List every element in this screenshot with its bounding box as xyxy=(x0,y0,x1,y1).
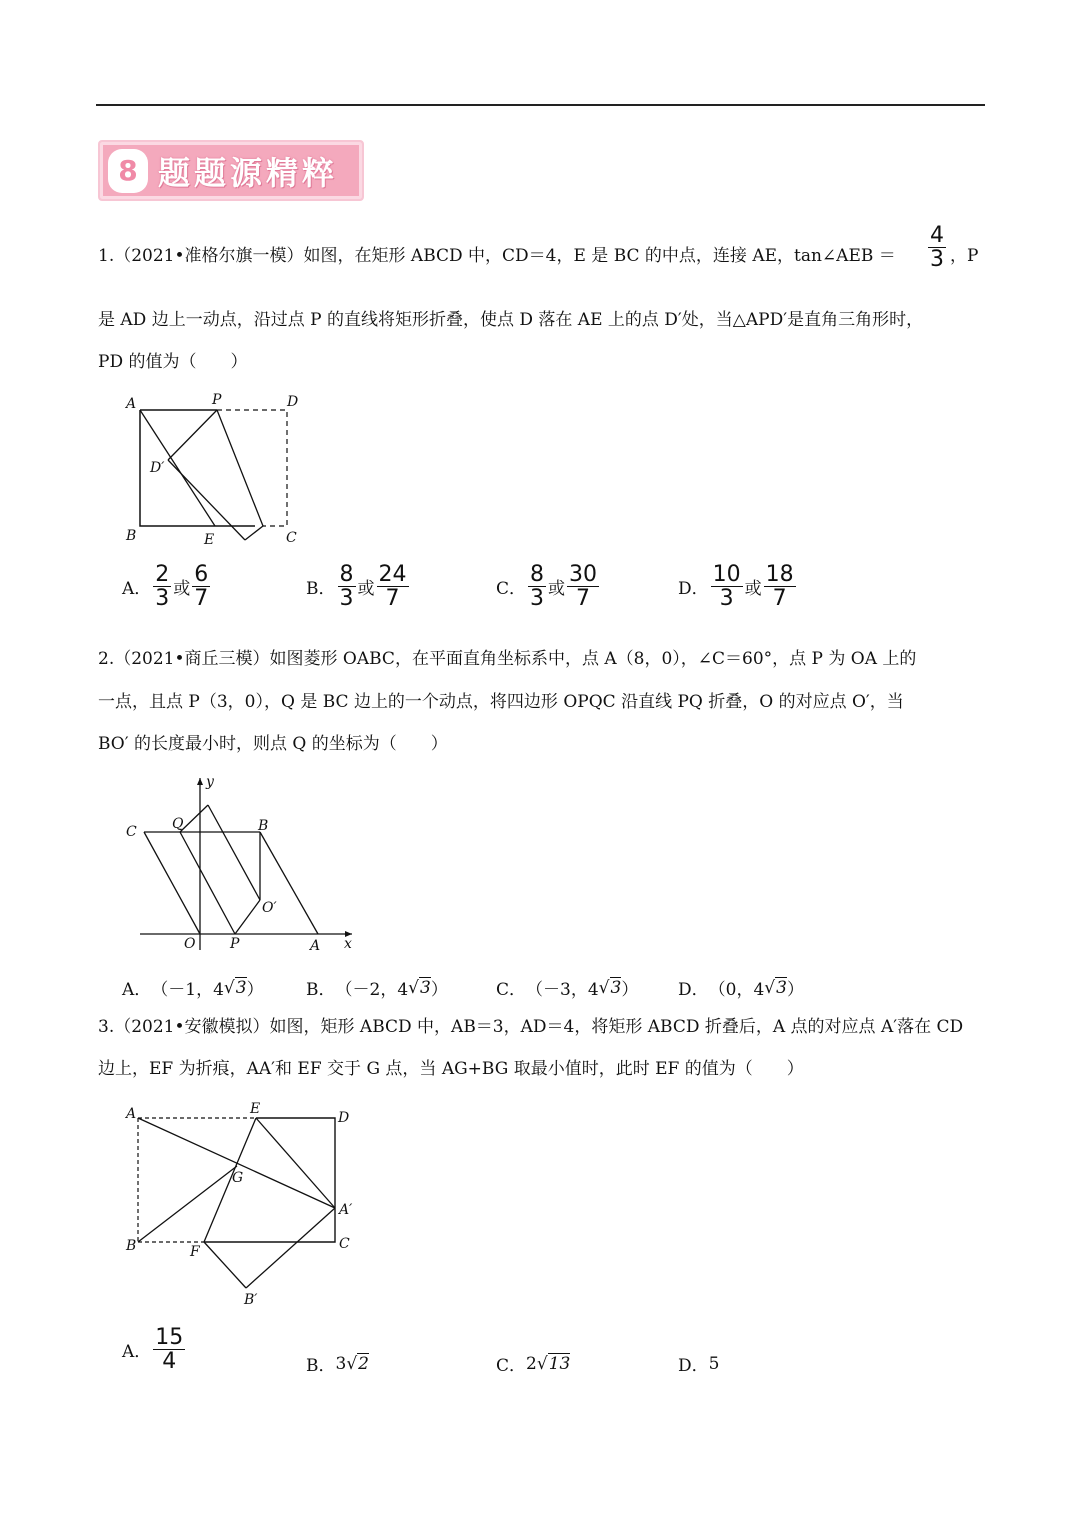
q2-label-p: P xyxy=(230,936,240,952)
q2-text-line3: BO′ 的长度最小时，则点 Q 的坐标为（ ） xyxy=(98,734,448,754)
q3-label-a: A xyxy=(126,1106,137,1122)
q1-figure xyxy=(120,388,310,548)
q1-text-line1: 1.（2021•准格尔旗一模）如图，在矩形 ABCD 中，CD＝4，E 是 BC 的中点，连接 AE，tan∠AEB ＝ xyxy=(98,246,896,266)
q3-text-line1: 3.（2021•安徽模拟）如图，矩形 ABCD 中，AB＝3，AD＝4，将矩形 ABCD 折叠后，A 点的对应点 A′落在 CD xyxy=(98,1017,964,1037)
q3-label-e: E xyxy=(250,1101,261,1117)
q3-text-line2: 边上，EF 为折痕，AA′和 EF 交于 G 点，当 AG+BG 取最小值时，此时 EF 的值为（ ） xyxy=(98,1059,804,1079)
q2-option-b[interactable]: B． （－2，4 √ 3 ） xyxy=(306,977,448,1000)
q1-label-p: P xyxy=(212,392,222,408)
q1-option-b[interactable]: B． $\frac{8}{3}$ 或 $\frac{24}{7}$ xyxy=(306,562,407,612)
q1-option-d[interactable]: D． $\frac{10}{3}$ 或 $\frac{18}{7}$ xyxy=(678,562,794,612)
q1-text-line1-end: ，P xyxy=(950,246,979,266)
q1-label-a: A xyxy=(126,396,137,412)
q2-label-x: x xyxy=(344,936,352,952)
banner-icon: 8 xyxy=(108,149,148,193)
q1-tan-fraction: $\frac{4}{3}$ xyxy=(930,223,944,273)
q3-label-d: D xyxy=(338,1110,350,1126)
q1-label-e: E xyxy=(204,532,215,548)
q1-label-dprime: D′ xyxy=(150,460,165,476)
header-rule xyxy=(96,104,985,106)
q2-label-b: B xyxy=(258,818,269,834)
q1-option-c[interactable]: C． $\frac{8}{3}$ 或 $\frac{30}{7}$ xyxy=(496,562,598,612)
q1-label-b: B xyxy=(126,528,137,544)
q2-label-y: y xyxy=(206,774,214,790)
q3-option-b[interactable]: B． 3 √ 2 xyxy=(306,1353,369,1376)
q3-label-bprime: B′ xyxy=(244,1292,258,1308)
q3-option-d[interactable]: D． 5 xyxy=(678,1353,720,1376)
q1-label-d: D xyxy=(287,394,299,410)
q3-option-a[interactable]: A． $\frac{15}{4}$ xyxy=(122,1325,184,1375)
q3-label-aprime: A′ xyxy=(339,1202,353,1218)
q2-option-c[interactable]: C． （－3，4 √ 3 ） xyxy=(496,977,639,1000)
q1-option-a[interactable]: A． $\frac{2}{3}$ 或 $\frac{6}{7}$ xyxy=(122,562,209,612)
q2-figure xyxy=(120,772,370,957)
q2-option-d[interactable]: D． （0，4 √ 3 ） xyxy=(678,977,804,1000)
section-banner xyxy=(98,140,364,201)
q3-label-f: F xyxy=(190,1244,200,1260)
q3-label-c: C xyxy=(339,1236,350,1252)
q2-label-q: Q xyxy=(172,816,184,832)
q1-label-c: C xyxy=(286,530,297,546)
q1-text-line2: 是 AD 边上一动点，沿过点 P 的直线将矩形折叠，使点 D 落在 AE 上的点 D′处，当△APD′是直角三角形时， xyxy=(98,310,924,330)
banner-title: 题题源精粹 xyxy=(158,153,339,192)
q2-label-a: A xyxy=(310,938,321,954)
q2-label-o: O xyxy=(184,936,196,952)
q2-option-a[interactable]: A． （－1，4 √ 3 ） xyxy=(122,977,264,1000)
q2-label-oprime: O′ xyxy=(262,900,277,916)
q3-label-g: G xyxy=(232,1170,244,1186)
q3-figure xyxy=(118,1098,368,1313)
q1-text-line3: PD 的值为（ ） xyxy=(98,352,248,372)
q3-label-b: B xyxy=(126,1238,137,1254)
q2-label-c: C xyxy=(126,824,137,840)
q2-text-line2: 一点，且点 P（3，0），Q 是 BC 边上的一个动点，将四边形 OPQC 沿直线 PQ 折叠，O 的对应点 O′，当 xyxy=(98,692,904,712)
q2-text-line1: 2.（2021•商丘三模）如图菱形 OABC，在平面直角坐标系中，点 A（8，0），∠C＝60°，点 P 为 OA 上的 xyxy=(98,649,917,669)
q3-option-c[interactable]: C． 2 √ 13 xyxy=(496,1353,571,1376)
